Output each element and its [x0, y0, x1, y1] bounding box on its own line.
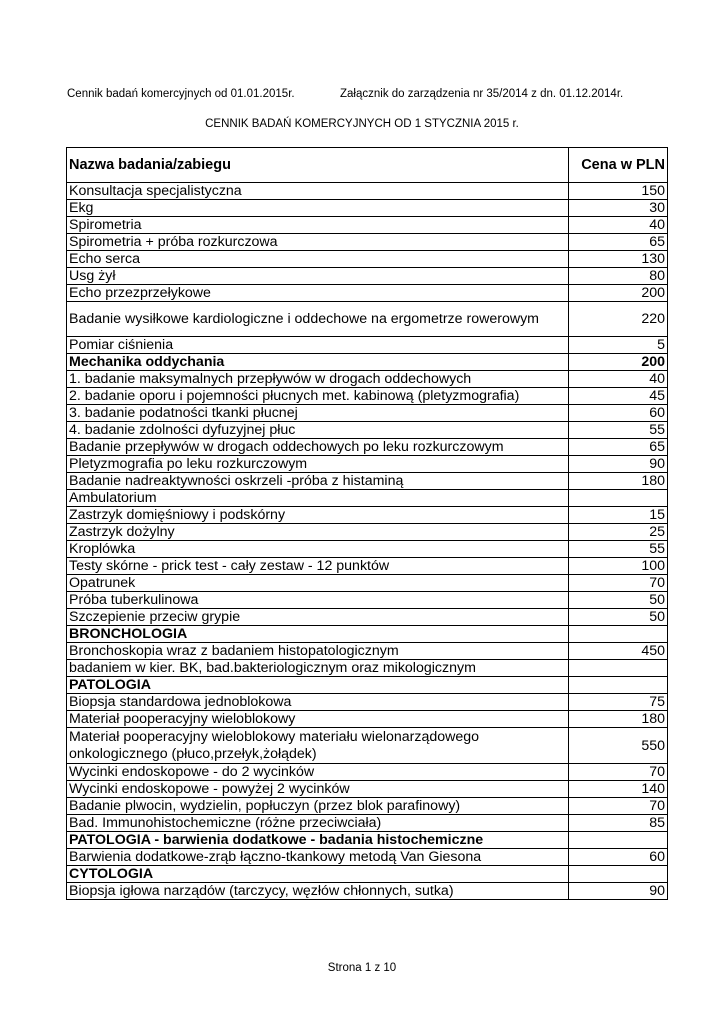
service-name-cell: Ambulatorium: [67, 490, 569, 507]
table-row: [67, 490, 668, 507]
price-cell: 50: [569, 592, 668, 609]
service-name-cell: Testy skórne - prick test - cały zestaw - 12 punktów: [67, 558, 569, 575]
price-cell: [569, 660, 668, 677]
table-row: [67, 354, 668, 371]
price-cell: 180: [569, 473, 668, 490]
table-row: [67, 217, 668, 234]
table-row: [67, 541, 668, 558]
table-row: [67, 558, 668, 575]
table-row: [67, 285, 668, 302]
price-cell: 550: [569, 728, 668, 764]
service-name-cell: CYTOLOGIA: [67, 866, 569, 883]
table-row: [67, 728, 668, 764]
price-cell: 85: [569, 815, 668, 832]
table-row: [67, 815, 668, 832]
service-name-cell: Bad. Immunohistochemiczne (różne przeciwciała): [67, 815, 569, 832]
service-name-cell: Materiał pooperacyjny wieloblokowy materiału wielonarządowego onkologicznego (płuco,przełyk,żołądek): [67, 728, 569, 764]
price-cell: 60: [569, 405, 668, 422]
price-cell: 100: [569, 558, 668, 575]
service-name-cell: Ekg: [67, 200, 569, 217]
service-name-cell: 1. badanie maksymalnych przepływów w drogach oddechowych: [67, 371, 569, 388]
service-name-cell: Biopsja standardowa jednoblokowa: [67, 694, 569, 711]
page-number: Strona 1 z 10: [327, 962, 397, 974]
table-row: [67, 883, 668, 900]
table-row: [67, 388, 668, 405]
table-row: [67, 200, 668, 217]
price-cell: 25: [569, 524, 668, 541]
price-cell: 130: [569, 251, 668, 268]
service-name-cell: 3. badanie podatności tkanki płucnej: [67, 405, 569, 422]
service-name-cell: Mechanika oddychania: [67, 354, 569, 371]
table-row: [67, 643, 668, 660]
price-cell: [569, 866, 668, 883]
service-name-cell: Badanie nadreaktywności oskrzeli -próba z histaminą: [67, 473, 569, 490]
service-name-cell: Biopsja igłowa narządów (tarczycy, węzłów chłonnych, sutka): [67, 883, 569, 900]
table-row: [67, 405, 668, 422]
table-row: [67, 849, 668, 866]
service-name-cell: Spirometria: [67, 217, 569, 234]
service-name-cell: Badanie plwocin, wydzielin, popłuczyn (przez blok parafinowy): [67, 798, 569, 815]
price-cell: 90: [569, 456, 668, 473]
header-left-text: Cennik badań komercyjnych od 01.01.2015r.: [67, 88, 295, 100]
table-row: [67, 764, 668, 781]
price-cell: 50: [569, 609, 668, 626]
price-cell: 65: [569, 234, 668, 251]
service-name-cell: Badanie przepływów w drogach oddechowych po leku rozkurczowym: [67, 439, 569, 456]
price-cell: 55: [569, 422, 668, 439]
price-cell: 15: [569, 507, 668, 524]
table-row: [67, 268, 668, 285]
table-row: [67, 781, 668, 798]
price-cell: 200: [569, 354, 668, 371]
price-cell: 70: [569, 764, 668, 781]
service-name-cell: Echo przezprzełykowe: [67, 285, 569, 302]
table-row: [67, 592, 668, 609]
table-row: [67, 524, 668, 541]
service-name-cell: Pletyzmografia po leku rozkurczowym: [67, 456, 569, 473]
service-name-cell: Wycinki endoskopowe - powyżej 2 wycinków: [67, 781, 569, 798]
price-cell: 180: [569, 711, 668, 728]
service-name-cell: 4. badanie zdolności dyfuzyjnej płuc: [67, 422, 569, 439]
service-name-cell: Bronchoskopia wraz z badaniem histopatologicznym: [67, 643, 569, 660]
table-row: [67, 798, 668, 815]
service-name-cell: badaniem w kier. BK, bad.bakteriologicznym oraz mikologicznym: [67, 660, 569, 677]
table-row: [67, 183, 668, 200]
price-cell: 40: [569, 371, 668, 388]
service-name-cell: PATOLOGIA - barwienia dodatkowe - badania histochemiczne: [67, 832, 569, 849]
table-row: [67, 575, 668, 592]
service-name-cell: 2. badanie oporu i pojemności płucnych met. kabinową (pletyzmografia): [67, 388, 569, 405]
table-row: [67, 866, 668, 883]
price-cell: 30: [569, 200, 668, 217]
service-name-cell: Konsultacja specjalistyczna: [67, 183, 569, 200]
service-name-cell: Spirometria + próba rozkurczowa: [67, 234, 569, 251]
price-cell: 45: [569, 388, 668, 405]
table-header-row: [67, 148, 668, 183]
service-name-cell: Usg żył: [67, 268, 569, 285]
price-cell: 150: [569, 183, 668, 200]
table-row: [67, 439, 668, 456]
table-row: [67, 660, 668, 677]
price-cell: 65: [569, 439, 668, 456]
table-row: [67, 337, 668, 354]
price-cell: 70: [569, 575, 668, 592]
price-cell: 60: [569, 849, 668, 866]
price-table: [66, 147, 668, 900]
table-row: [67, 626, 668, 643]
price-cell: 220: [569, 302, 668, 337]
table-row: [67, 711, 668, 728]
table-row: [67, 456, 668, 473]
price-cell: [569, 626, 668, 643]
service-name-cell: Opatrunek: [67, 575, 569, 592]
table-row: [67, 507, 668, 524]
price-cell: [569, 677, 668, 694]
price-cell: 70: [569, 798, 668, 815]
table-row: [67, 694, 668, 711]
service-name-cell: Zastrzyk domięśniowy i podskórny: [67, 507, 569, 524]
table-row: [67, 832, 668, 849]
service-name-cell: Badanie wysiłkowe kardiologiczne i oddechowe na ergometrze rowerowym: [67, 302, 569, 337]
price-table-body: [67, 148, 668, 900]
table-row: [67, 302, 668, 337]
service-name-cell: Próba tuberkulinowa: [67, 592, 569, 609]
table-row: [67, 371, 668, 388]
price-cell: 450: [569, 643, 668, 660]
table-row: [67, 473, 668, 490]
service-name-cell: Kroplówka: [67, 541, 569, 558]
table-row: [67, 422, 668, 439]
price-cell: 80: [569, 268, 668, 285]
service-name-cell: Wycinki endoskopowe - do 2 wycinków: [67, 764, 569, 781]
service-name-cell: PATOLOGIA: [67, 677, 569, 694]
price-cell: 55: [569, 541, 668, 558]
table-row: [67, 251, 668, 268]
service-name-cell: Barwienia dodatkowe-zrąb łączno-tkankowy metodą Van Giesona: [67, 849, 569, 866]
table-row: [67, 609, 668, 626]
document-title: CENNIK BADAŃ KOMERCYJNYCH OD 1 STYCZNIA 2015 r.: [205, 118, 519, 130]
service-name-cell: Szczepienie przeciw grypie: [67, 609, 569, 626]
service-name-cell: Zastrzyk dożylny: [67, 524, 569, 541]
price-cell: 90: [569, 883, 668, 900]
table-row: [67, 234, 668, 251]
column-header-name: Nazwa badania/zabiegu: [67, 148, 569, 183]
price-cell: 200: [569, 285, 668, 302]
price-cell: 40: [569, 217, 668, 234]
column-header-price: Cena w PLN: [569, 148, 668, 183]
table-row: [67, 677, 668, 694]
service-name-cell: BRONCHOLOGIA: [67, 626, 569, 643]
header-right-text: Załącznik do zarządzenia nr 35/2014 z dn. 01.12.2014r.: [340, 88, 624, 100]
price-cell: 140: [569, 781, 668, 798]
service-name-cell: Pomiar ciśnienia: [67, 337, 569, 354]
service-name-cell: Materiał pooperacyjny wieloblokowy: [67, 711, 569, 728]
price-cell: [569, 490, 668, 507]
price-cell: [569, 832, 668, 849]
price-cell: 75: [569, 694, 668, 711]
service-name-cell: Echo serca: [67, 251, 569, 268]
price-cell: 5: [569, 337, 668, 354]
